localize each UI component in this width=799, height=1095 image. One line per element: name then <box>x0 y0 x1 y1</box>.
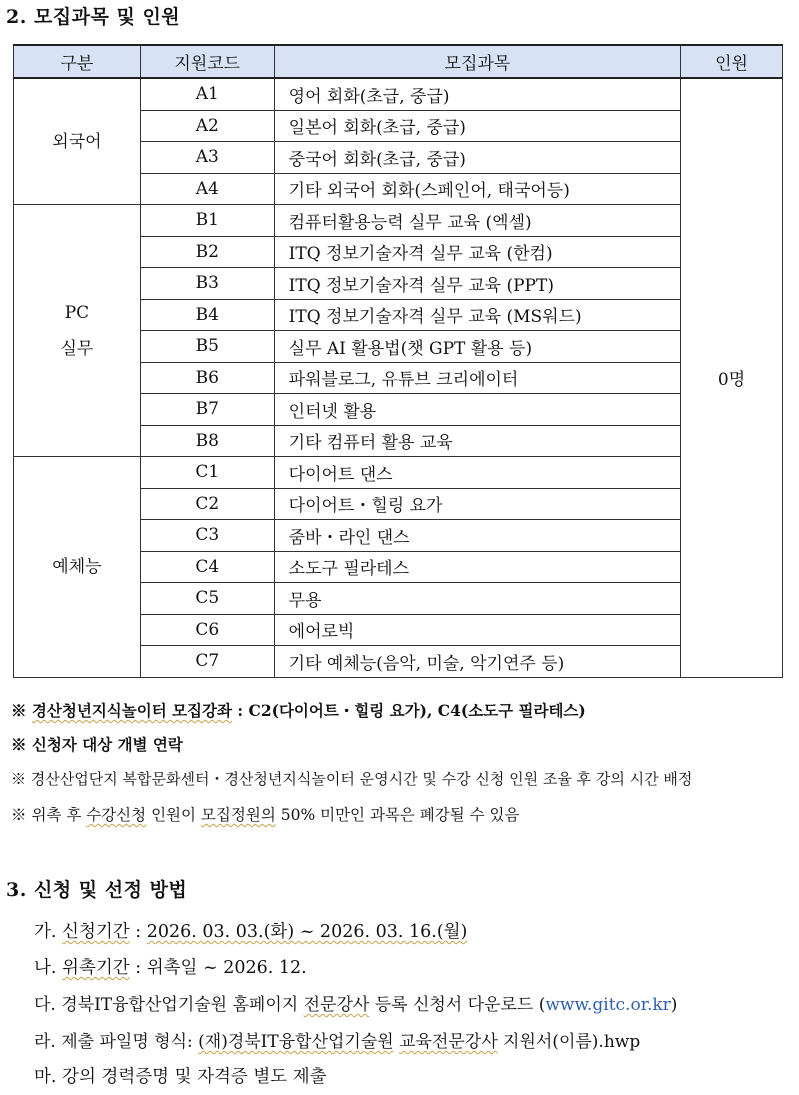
item-da-close: ) <box>670 995 678 1015</box>
website-link[interactable]: www.gitc.or.kr <box>545 995 671 1015</box>
subject-cell: 파워블로그, 유튜브 크리에이터 <box>274 362 680 394</box>
note-2 <box>11 733 183 755</box>
subject-cell: 영어 회화(초급, 중급) <box>274 78 680 110</box>
item-da <box>34 990 677 1015</box>
headcount-cell: 0명 <box>681 78 783 677</box>
item-ga <box>34 918 467 943</box>
item-ra-wavy-1: (재)경북IT융합산업기술원 <box>198 1032 394 1052</box>
code-cell: B4 <box>140 299 274 331</box>
item-da-pre: 경북IT융합산업기술원 홈페이지 <box>61 995 304 1015</box>
item-ma-text: 강의 경력증명 및 자격증 별도 제출 <box>62 1067 327 1087</box>
code-cell: B7 <box>140 394 274 426</box>
item-na-sep: : <box>129 958 147 978</box>
item-ma <box>34 1063 327 1088</box>
code-cell: C4 <box>140 551 274 583</box>
item-na <box>34 954 307 979</box>
code-cell: C7 <box>140 646 274 678</box>
item-ga-label: 신청기간 <box>62 922 130 942</box>
category-pc-practice <box>14 205 141 457</box>
code-cell: C6 <box>140 614 274 646</box>
header-code: 지원코드 <box>140 45 274 78</box>
category-pc-line2: 실무 <box>60 338 94 359</box>
code-cell: B8 <box>140 425 274 457</box>
subject-cell: 소도구 필라테스 <box>274 551 680 583</box>
code-cell: B5 <box>140 331 274 363</box>
subject-cell: 실무 AI 활용법(챗 GPT 활용 등) <box>274 331 680 363</box>
note-mark: ※ <box>11 735 27 754</box>
subject-cell: ITQ 정보기술자격 실무 교육 (MS워드) <box>274 299 680 331</box>
code-cell: B3 <box>140 268 274 300</box>
note-4-mid: 인원이 <box>146 806 201 824</box>
subject-cell: ITQ 정보기술자격 실무 교육 (한컴) <box>274 236 680 268</box>
subject-cell: 무용 <box>274 583 680 615</box>
note-3-text: 경산산업단지 복합문화센터・경산청년지식놀이터 운영시간 및 수강 신청 인원 조율 후 강의 시간 배정 <box>30 770 693 788</box>
category-pc-line1: PC <box>64 302 90 323</box>
note-1 <box>11 699 586 721</box>
item-ra <box>34 1027 640 1052</box>
subject-cell: 기타 컴퓨터 활용 교육 <box>274 425 680 457</box>
note-1-text: : C2(다이어트・힐링 요가), C4(소도구 필라테스) <box>231 701 586 720</box>
note-4 <box>11 803 520 825</box>
code-cell: A3 <box>140 142 274 174</box>
item-prefix: 가. <box>34 922 57 942</box>
section-3-title: 3. 신청 및 선정 방법 <box>6 879 188 901</box>
item-na-label: 위촉기간 <box>62 958 130 978</box>
header-headcount: 인원 <box>681 45 783 78</box>
code-cell: A4 <box>140 173 274 205</box>
subject-cell: 다이어트 댄스 <box>274 457 680 489</box>
code-cell: A1 <box>140 78 274 110</box>
code-cell: C2 <box>140 488 274 520</box>
item-ra-post: 지원서(이름).hwp <box>497 1032 641 1052</box>
subject-cell: 다이어트・힐링 요가 <box>274 488 680 520</box>
table-row <box>14 78 783 110</box>
item-prefix: 라. <box>34 1032 56 1052</box>
item-prefix: 다. <box>34 995 56 1015</box>
item-ra-wavy-2: 교육전문강사 <box>399 1032 498 1052</box>
subject-cell: 줌바・라인 댄스 <box>274 520 680 552</box>
header-subject: 모집과목 <box>274 45 680 78</box>
item-ga-value: 2026. 03. 03.(화) ~ 2026. 03. 16.(월) <box>146 922 468 942</box>
subject-cell: 기타 예체능(음악, 미술, 악기연주 등) <box>274 646 680 678</box>
item-da-wavy: 전문강사 <box>303 995 370 1015</box>
code-cell: C1 <box>140 457 274 489</box>
note-4-wavy-2: 모집정원의 <box>200 806 276 824</box>
subject-cell: 에어로빅 <box>274 614 680 646</box>
note-3 <box>11 768 692 789</box>
subject-cell: 중국어 회화(초급, 중급) <box>274 142 680 174</box>
item-da-post: 등록 신청서 다운로드 ( <box>369 995 546 1015</box>
section-2-title: 2. 모집과목 및 인원 <box>6 6 181 28</box>
item-prefix: 마. <box>34 1067 57 1087</box>
subject-cell: ITQ 정보기술자격 실무 교육 (PPT) <box>274 268 680 300</box>
code-cell: B2 <box>140 236 274 268</box>
subject-cell: 일본어 회화(초급, 중급) <box>274 110 680 142</box>
item-prefix: 나. <box>34 958 57 978</box>
item-na-value: 위촉일 ~ 2026. 12. <box>146 958 307 978</box>
category-foreign-language: 외국어 <box>14 78 141 205</box>
note-4-pre: 위촉 후 <box>31 806 87 824</box>
note-2-text: 신청자 대상 개별 연락 <box>31 735 183 754</box>
code-cell: B6 <box>140 362 274 394</box>
table-header-row <box>14 45 783 78</box>
category-arts-sports: 예체능 <box>14 457 141 678</box>
item-ra-pre: 제출 파일명 형식: <box>61 1032 199 1052</box>
code-cell: B1 <box>140 205 274 237</box>
note-4-wavy-1: 수강신청 <box>86 806 147 824</box>
code-cell: C3 <box>140 520 274 552</box>
recruitment-table <box>13 44 783 678</box>
note-4-post: 50% 미만인 과목은 폐강될 수 있음 <box>275 806 520 824</box>
item-ga-sep: : <box>129 922 147 942</box>
table-row <box>14 457 783 489</box>
table-row <box>14 205 783 237</box>
subject-cell: 컴퓨터활용능력 실무 교육 (엑셀) <box>274 205 680 237</box>
note-mark: ※ <box>11 770 27 788</box>
note-mark: ※ <box>11 806 27 824</box>
subject-cell: 인터넷 활용 <box>274 394 680 426</box>
code-cell: C5 <box>140 583 274 615</box>
header-category: 구분 <box>14 45 141 78</box>
note-1-label: 경산청년지식놀이터 모집강좌 <box>31 701 232 720</box>
code-cell: A2 <box>140 110 274 142</box>
note-mark: ※ <box>11 701 27 720</box>
subject-cell: 기타 외국어 회화(스페인어, 태국어등) <box>274 173 680 205</box>
